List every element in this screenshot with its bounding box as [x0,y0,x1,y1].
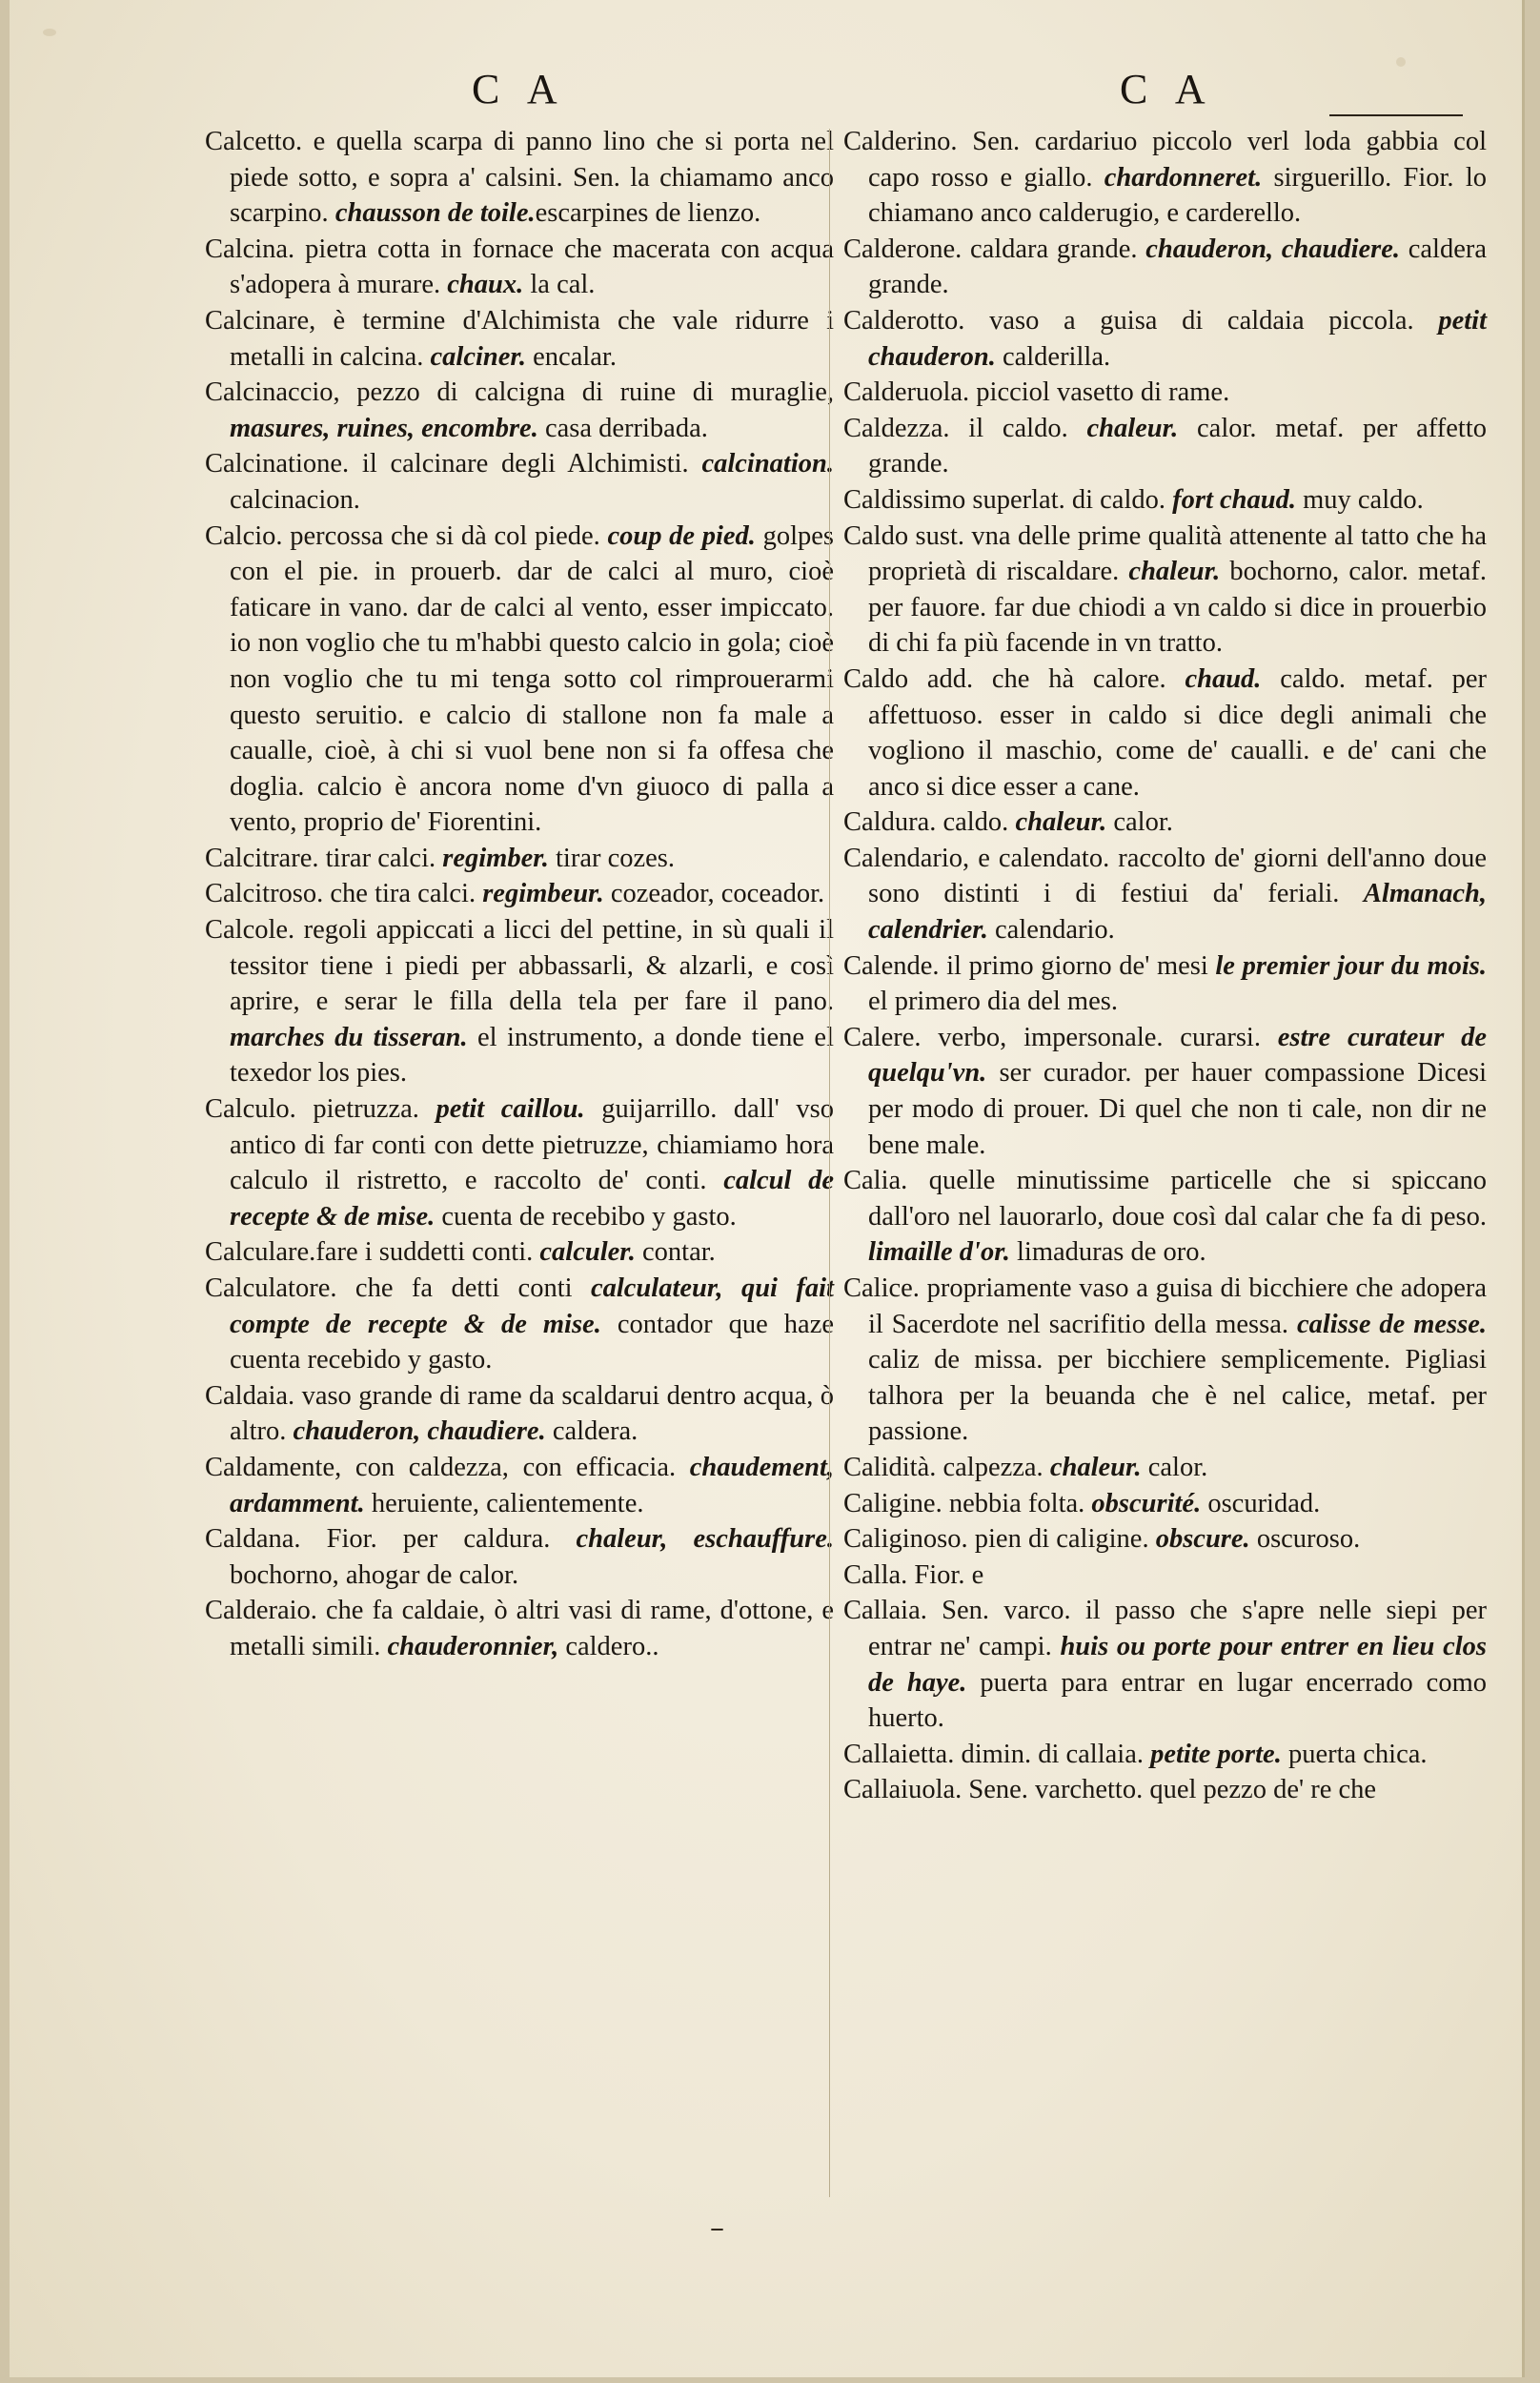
entry-french-gloss: petit caillou. [436,1094,585,1125]
entry-french-gloss: regimber. [442,843,549,873]
entry-spanish-gloss: cuenta de recebibo y gasto. [435,1201,737,1232]
entry-definition: superlat. di caldo. [965,484,1173,515]
entry-spanish-gloss: ser curador. per hauer compassione Dicesi per modo di prouer. Di quel che non ti cale, non dir ne bene male. [868,1058,1487,1160]
dictionary-entry [843,1271,1487,1450]
dictionary-entry [843,303,1487,375]
entry-definition: verbo, impersonale. curarsi. [921,1022,1278,1052]
entry-headword: Calia. [843,1166,908,1196]
entry-french-gloss: calculateur, qui fait compte de recepte & de mise. [230,1273,834,1339]
entry-headword: Callaia. [843,1596,927,1626]
dictionary-entry [843,1521,1487,1558]
entry-spanish-gloss: limaduras de oro. [1009,1237,1206,1268]
dictionary-entry [843,411,1487,482]
entry-spanish-gloss: heruiente, calientemente. [364,1488,644,1518]
entry-headword: Caldezza. [843,413,950,443]
dictionary-entry [205,232,834,303]
dictionary-entry [205,124,834,232]
dictionary-entry [843,1163,1487,1271]
entry-headword: Calderone. [843,234,962,264]
entry-definition: caldara grande. [962,234,1146,264]
entry-french-gloss: calisse de messe. [1296,1309,1487,1339]
dictionary-entry [843,1737,1487,1773]
dictionary-entry [843,1486,1487,1522]
entry-definition: che fa caldaie, ò altri vasi di rame, d'ottone, e metalli simili. [230,1596,834,1661]
dictionary-entry [843,519,1487,662]
entry-french-gloss: chaudement, ardamment. [230,1452,834,1518]
dictionary-entry [205,303,834,375]
entry-french-gloss: obscure. [1155,1524,1250,1555]
dictionary-entry [843,1772,1487,1808]
entry-definition: è termine d'Alchimista che vale ridurre i metalli in calcina. [230,305,834,372]
entry-spanish-gloss: el primero dia del mes. [868,987,1118,1017]
right-column [843,124,1487,1808]
entry-spanish-gloss: calor. [1106,807,1173,838]
entry-headword: Caligine. [843,1488,942,1518]
entry-spanish-gloss: casa derribada. [537,413,708,443]
book-page [10,0,1525,2377]
entry-headword: Calcinare, [205,305,316,336]
dictionary-entry [205,1521,834,1593]
entry-headword: Calice. [843,1273,920,1303]
dictionary-entry [205,841,834,877]
entry-spanish-gloss: bochorno, calor. metaf. per fauore. far due chiodi a vn caldo si dice in prouerbio di chi fa più facende in vn tratto. [868,557,1488,659]
entry-spanish-gloss: calor. metaf. per affetto grande. [868,413,1487,479]
entry-french-gloss: chauderon, chaudiere. [1145,234,1401,264]
entry-headword: Calcitrare. [205,843,319,873]
entry-headword: Calla. [843,1559,908,1590]
entry-headword: Caldaia. [205,1380,295,1411]
entry-headword: Caldana. [205,1524,301,1555]
dictionary-entry [843,662,1487,805]
entry-headword: Calderuola. [843,377,970,408]
entry-definition: Fior. e [907,1559,984,1590]
entry-headword: Calidità. [843,1452,937,1482]
entry-definition: e quella scarpa di panno lino che si porta nel piede sotto, e sopra a' calsini. Sen. la chiamamo anco scarpino. [230,127,834,229]
entry-french-gloss: calcul de recepte & de mise. [230,1166,834,1232]
entry-french-gloss: regimbeur. [482,879,604,909]
entry-headword: Caliginoso. [843,1524,968,1555]
entry-definition: sust. vna delle prime qualità attenente al tatto che ha proprietà di riscaldare. [868,520,1487,587]
entry-spanish-gloss: el instrumento, a donde tiene el texedor los pies. [230,1022,834,1089]
left-column [205,124,834,1665]
paper-spot [43,29,56,36]
entry-french-gloss: chauderon, chaudiere. [293,1416,546,1447]
entry-spanish-gloss: golpes con el pie. in prouerb. dar de calci al muro, cioè faticare in vano. dar de calci al vento, esser impiccato. io non voglio che tu m'habbi questo calcio in gola; cioè non voglio che tu mi tenga sotto col rimprouerarmi questo seruitio. e calcio di stallone non fa male a caualle, cioè, à chi si vuol bene non si fa offesa che doglia. calcio è ancora nome d'vn giuoco di palla a vento, proprio de' Fiorentini. [230,520,834,838]
entry-headword: Caldamente, [205,1452,342,1482]
dictionary-entry [205,375,834,446]
entry-french-gloss: chaleur. [1086,413,1179,443]
entry-headword: Caldo [843,520,909,551]
entry-headword: Calcole. [205,915,295,946]
entry-headword: Calcinaccio, [205,377,340,408]
entry-headword: Caldo [843,663,909,694]
entry-french-gloss: petite porte. [1150,1739,1282,1769]
dictionary-entry [205,446,834,518]
entry-headword: Calculare. [205,1237,316,1268]
entry-spanish-gloss: contador que haze cuenta recebido y gasto. [230,1309,835,1375]
entry-spanish-gloss: calcinacion. [230,484,360,515]
entry-spanish-gloss: calderilla. [995,341,1111,372]
entry-spanish-gloss: calor. [1141,1452,1208,1482]
entry-french-gloss: chaleur. [1015,807,1107,838]
dictionary-entry [205,912,834,1091]
entry-french-gloss: calculer. [539,1237,636,1268]
entry-headword: Calderino. [843,127,958,156]
dictionary-entry [205,1234,834,1271]
entry-definition: tirar calci. [318,843,443,873]
dictionary-entry [205,1091,834,1234]
running-head-right: C A [1120,66,1215,112]
entry-headword: Calderotto. [843,305,965,336]
entry-headword: Calcetto. [205,127,303,156]
entry-french-gloss: chauderonnier, [387,1631,559,1661]
entry-spanish-gloss: contar. [635,1237,716,1268]
entry-spanish-gloss: caldera. [545,1416,638,1447]
entry-definition: Sen. varco. il passo che s'apre nelle siepi per entrar ne' campi. [868,1596,1487,1661]
entry-definition: e calendato. raccolto de' giorni dell'anno doue sono distinti i di festiui da' feriali. [868,843,1487,909]
entry-definition: pezzo di calcigna di ruine di muraglie, [339,377,834,408]
entry-french-gloss: obscurité. [1091,1488,1202,1518]
entry-headword: Calcina. [205,234,295,264]
entry-french-gloss: calciner. [430,341,527,372]
entry-definition: pietruzza. [295,1094,436,1125]
dictionary-entry [205,1593,834,1664]
entry-french-gloss: chaleur, eschauffure. [576,1524,834,1555]
header-rule [1329,114,1463,116]
entry-french-gloss: masures, ruines, encombre. [230,413,538,443]
entry-definition: Sen. cardariuo piccolo verl loda gabbia col capo rosso e giallo. [868,127,1487,193]
entry-headword: Callaietta. [843,1739,955,1769]
entry-spanish-gloss: oscuridad. [1201,1488,1321,1518]
dictionary-entry [205,1271,834,1378]
dictionary-entry [205,1450,834,1521]
dictionary-entry [843,1020,1487,1163]
dictionary-entry [843,1450,1487,1486]
entry-spanish-gloss: caldo. metaf. per affettuoso. esser in caldo si dice degli animali che vogliono il maschio, come de' caualli. e de' cani che anco si dice esser a cane. [868,663,1487,802]
entry-spanish-gloss: encalar. [526,341,617,372]
entry-french-gloss: chardonneret. [1104,162,1263,193]
entry-definition: regoli appiccati a licci del pettine, in sù quali il tessitor tiene i piedi per abbassarli, & alzarli, e così aprire, e serar le filla della tela per fare il pano. [230,915,834,1017]
entry-definition: caldo. [936,807,1016,838]
entry-definition: dimin. di callaia. [954,1739,1151,1769]
entry-french-gloss: chausson de toile. [334,198,536,229]
entry-definition: Fior. per caldura. [300,1524,577,1555]
dictionary-entry [205,1378,834,1450]
entry-headword: Calende. [843,950,940,981]
entry-definition: che tira calci. [323,879,483,909]
entry-french-gloss: chaleur. [1128,557,1221,587]
entry-headword: Caldura. [843,807,937,838]
entry-headword: Calculo. [205,1094,296,1125]
entry-french-gloss: estre curateur de quelqu'vn. [868,1022,1487,1089]
entry-spanish-gloss: bochorno, ahogar de calor. [230,1559,519,1590]
entry-headword: Calderaio. [205,1596,317,1626]
entry-french-gloss: limaille d'or. [868,1237,1010,1268]
entry-definition: vaso a guisa di caldaia piccola. [964,305,1439,336]
dictionary-entry [843,948,1487,1020]
entry-headword: Calculatore. [205,1273,337,1303]
entry-definition: con caldezza, con efficacia. [341,1452,690,1482]
entry-french-gloss: fort chaud. [1172,484,1296,515]
entry-french-gloss: coup de pied. [607,520,756,551]
entry-headword: Caldissimo [843,484,966,515]
dictionary-entry [843,124,1487,232]
dictionary-entry [843,375,1487,411]
entry-spanish-gloss: sirguerillo. Fior. lo chiamano anco calderugio, e carderello. [868,162,1487,229]
entry-definition: che fa detti conti [336,1273,591,1303]
entry-spanish-gloss: puerta para entrar en lugar encerrado como huerto. [868,1667,1487,1734]
column-divider [829,129,830,2197]
entry-definition: fare i suddetti conti. [315,1237,540,1268]
entry-french-gloss: Almanach, calendrier. [868,879,1487,946]
paper-spot [1396,57,1406,67]
entry-spanish-gloss: tirar cozes. [548,843,676,873]
entry-definition: calpezza. [936,1452,1050,1482]
entry-headword: Calcitroso. [205,879,324,909]
entry-spanish-gloss: guijarrillo. dall' vso antico di far conti con dette pietruzze, chiamiamo hora calculo il ristretto, e raccolto de' conti. [230,1094,834,1196]
dictionary-entry [205,876,834,912]
entry-spanish-gloss: calendario. [987,915,1115,946]
entry-definition: il primo giorno de' mesi [939,950,1216,981]
entry-definition: Sene. varchetto. quel pezzo de' re che [962,1775,1377,1805]
entry-french-gloss: chaleur. [1049,1452,1142,1482]
entry-definition: nebbia folta. [942,1488,1092,1518]
entry-definition: il calcinare degli Alchimisti. [349,449,702,479]
entry-definition: picciol vasetto di rame. [969,377,1230,408]
entry-spanish-gloss: muy caldo. [1295,484,1424,515]
entry-spanish-gloss: la cal. [523,270,596,300]
entry-spanish-gloss: caldero.. [558,1631,659,1661]
entry-spanish-gloss: caliz de missa. per bicchiere semplicemente. Pigliasi talhora per la beuanda che è nel calice, metaf. per passione. [868,1345,1487,1447]
entry-definition: pietra cotta in fornace che macerata con acqua s'adopera à murare. [230,234,834,300]
entry-french-gloss: huis ou porte pour entrer en lieu clos de haye. [868,1631,1487,1698]
entry-definition: il caldo. [949,413,1087,443]
entry-spanish-gloss: oscuroso. [1249,1524,1361,1555]
dictionary-entry [843,482,1487,519]
entry-spanish-gloss: escarpines de lienzo. [535,198,761,229]
entry-definition: propriamente vaso a guisa di bicchiere che adopera il Sacerdote nel sacrifitio della messa. [868,1273,1487,1339]
dictionary-entry [843,805,1487,841]
entry-spanish-gloss: cozeador, coceador. [603,879,825,909]
entry-definition: pien di caligine. [967,1524,1156,1555]
entry-headword: Calere. [843,1022,922,1052]
dictionary-entry [843,1558,1487,1594]
entry-headword: Calendario, [843,843,970,873]
entry-spanish-gloss: puerta chica. [1281,1739,1428,1769]
entry-definition: add. che hà calore. [908,663,1185,694]
entry-french-gloss: calcination. [701,449,834,479]
entry-french-gloss: petit chauderon. [868,305,1487,372]
entry-spanish-gloss: caldera grande. [868,234,1487,300]
entry-definition: quelle minutissime particelle che si spiccano dall'oro nel lauorarlo, doue così dal calar che fa di peso. [868,1166,1487,1232]
page-footer-mark: – [710,2211,724,2245]
entry-definition: percossa che si dà col piede. [282,520,608,551]
dictionary-entry [843,232,1487,303]
entry-headword: Calcinatione. [205,449,350,479]
entry-definition: vaso grande di rame da scaldarui dentro acqua, ò altro. [230,1380,834,1447]
entry-headword: Calcio. [205,520,283,551]
entry-french-gloss: chaud. [1185,663,1262,694]
entry-french-gloss: chaux. [447,270,524,300]
running-head-left: C A [472,66,567,112]
dictionary-entry [843,841,1487,948]
entry-french-gloss: marches du tisseran. [230,1022,468,1052]
dictionary-entry [843,1593,1487,1736]
dictionary-entry [205,519,834,841]
entry-headword: Callaiuola. [843,1775,962,1805]
entry-french-gloss: le premier jour du mois. [1215,950,1487,981]
